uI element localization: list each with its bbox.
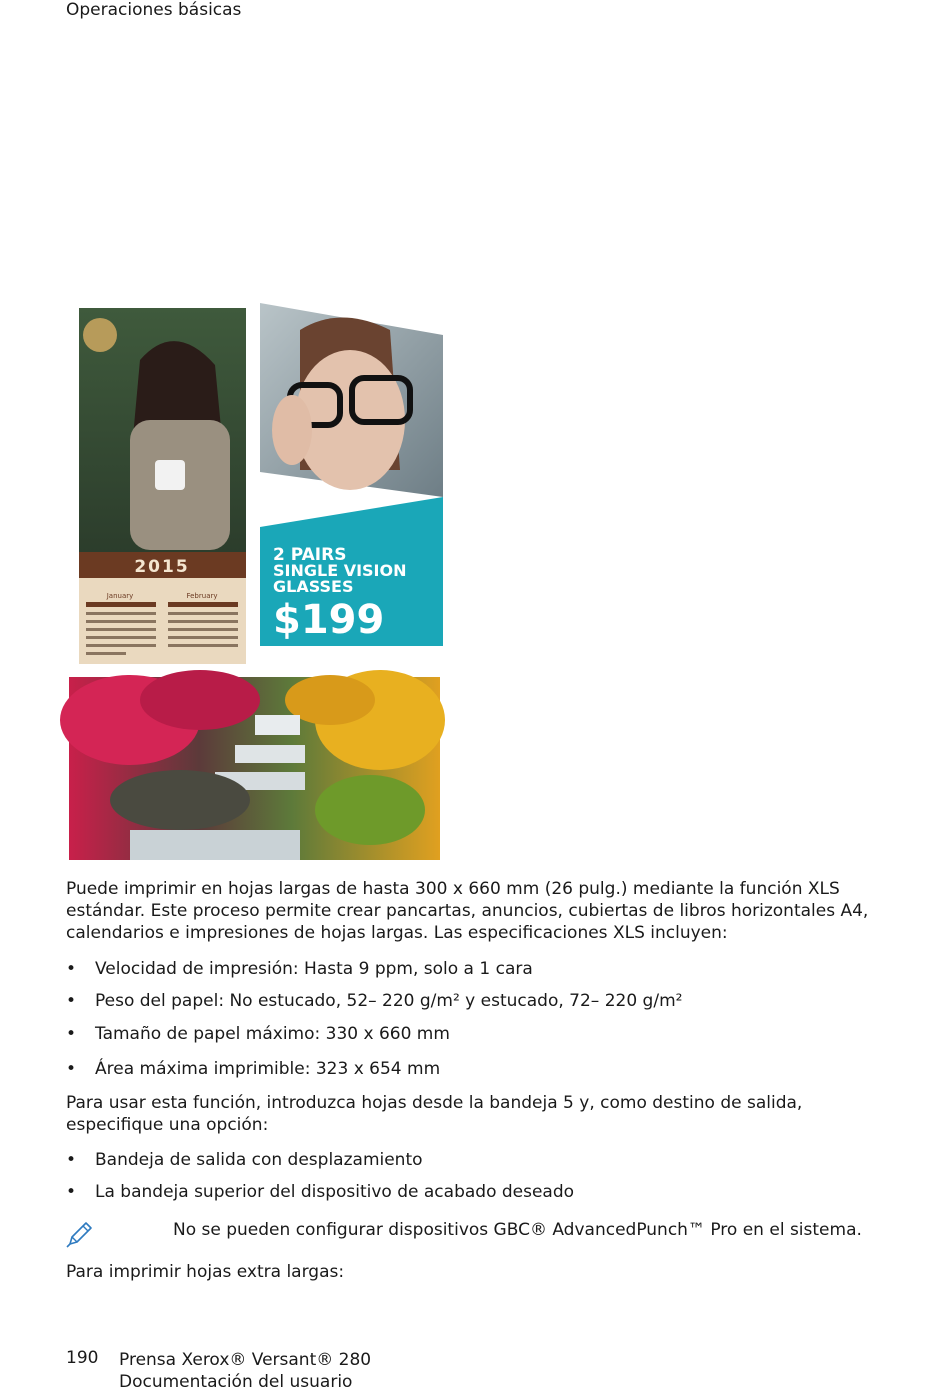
- ad-line-3: GLASSES: [273, 577, 354, 596]
- footer-title-line-2: Documentación del usuario: [119, 1372, 353, 1392]
- xls-specs-list: [66, 958, 886, 1080]
- page-number: 190: [66, 1348, 99, 1368]
- xls-intro-paragraph: Puede imprimir en hojas largas de hasta 300 x 660 mm (26 pulg.) mediante la función XLS estándar. Este proceso permite crear pancartas, anuncios, cubiertas de libros horizontales A4, calendarios e impresiones de hojas largas. Las especificaciones XLS incluyen:: [66, 879, 869, 943]
- spec-item: • Peso del papel: No estucado, 52– 220 g/m² y estucado, 72– 220 g/m²: [66, 990, 886, 1012]
- ad-line-1: 2 PAIRS: [273, 545, 347, 565]
- footer-title-line-1: Prensa Xerox® Versant® 280: [119, 1350, 372, 1370]
- usage-paragraph: Para usar esta función, introduzca hojas desde la bandeja 5 y, como destino de salida, especifique una opción:: [66, 1093, 803, 1135]
- pencil-note-icon: [64, 1220, 94, 1250]
- spec-item: • Tamaño de papel máximo: 330 x 660 mm: [66, 1023, 886, 1045]
- output-options-list: [66, 1149, 886, 1203]
- footer-title: [119, 1349, 371, 1393]
- note-text: No se pueden configurar dispositivos GBC® AdvancedPunch™ Pro en el sistema.: [173, 1220, 862, 1240]
- calendar-month-2: February: [186, 592, 218, 600]
- waterfall-landscape-print: [60, 670, 445, 860]
- ad-price: $199: [273, 597, 385, 643]
- calendar-year: 2015: [134, 557, 190, 577]
- calendar-month-1: January: [106, 592, 134, 600]
- ad-line-2: SINGLE VISION: [273, 561, 407, 580]
- section-header: Operaciones básicas: [66, 0, 242, 20]
- output-option-item: • La bandeja superior del dispositivo de acabado deseado: [66, 1181, 886, 1203]
- output-option-item: • Bandeja de salida con desplazamiento: [66, 1149, 886, 1171]
- spec-item: • Área máxima imprimible: 323 x 654 mm: [66, 1058, 886, 1080]
- glasses-ad-print: [260, 303, 443, 646]
- calendar-print: [79, 308, 246, 664]
- closing-paragraph: Para imprimir hojas extra largas:: [66, 1262, 345, 1282]
- spec-item: • Velocidad de impresión: Hasta 9 ppm, solo a 1 cara: [66, 958, 886, 980]
